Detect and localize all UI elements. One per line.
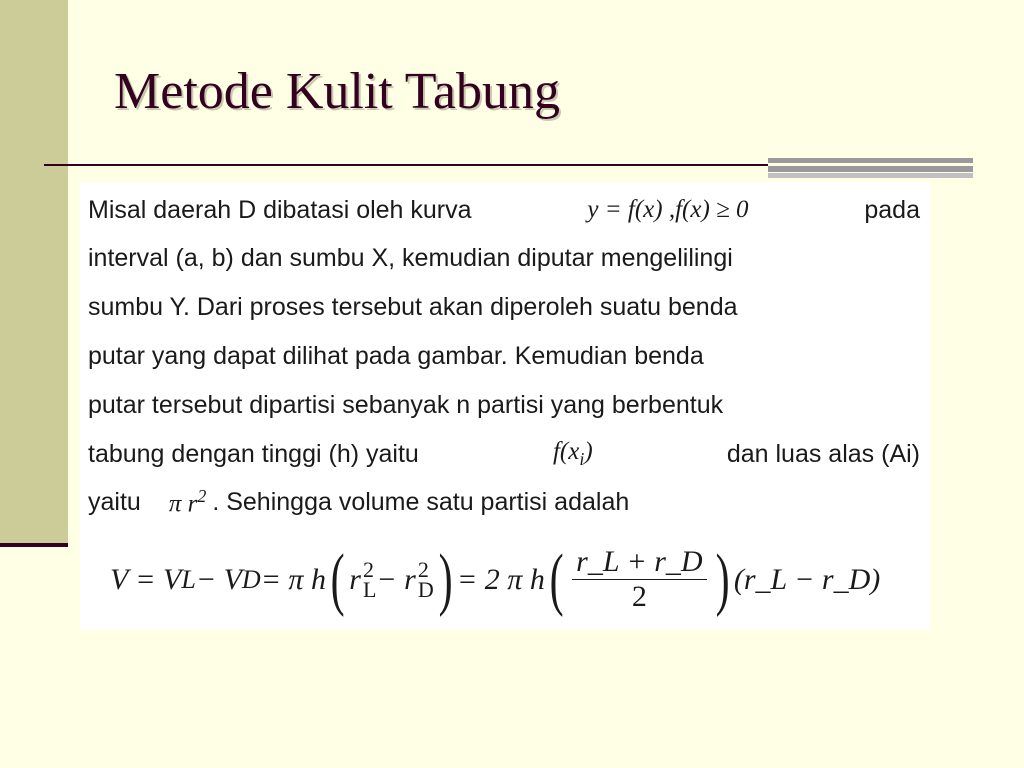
text-span: putar yang dapat dilihat pada gambar. Kemudian benda bbox=[88, 341, 704, 370]
text-span: pada bbox=[864, 195, 920, 224]
title-rule-accent bbox=[768, 158, 973, 178]
text-line-4 bbox=[88, 336, 920, 376]
area-formula: π $r^2$ bbox=[168, 485, 207, 518]
text-span: yaitu bbox=[88, 487, 141, 516]
height-formula: $f(x_i)$ bbox=[552, 438, 593, 469]
text-span: putar tersebut dipartisi sebanyak n partisi yang berbentuk bbox=[88, 390, 724, 419]
text-line-5 bbox=[88, 385, 920, 425]
text-span: Misal daerah D dibatasi oleh kurva bbox=[88, 195, 472, 224]
content-image bbox=[80, 182, 930, 630]
text-span: interval (a, b) dan sumbu X, kemudian diputar mengelilingi bbox=[88, 243, 733, 272]
text-line-6 bbox=[88, 434, 920, 474]
text-span: tabung dengan tinggi (h) yaitu bbox=[88, 439, 419, 468]
text-span: . Sehingga volume satu partisi adalah bbox=[212, 487, 630, 516]
text-span: sumbu Y. Dari proses tersebut akan diperoleh suatu benda bbox=[88, 292, 738, 321]
curve-formula: y = f(x) ,f(x) ≥ 0 bbox=[587, 196, 749, 223]
text-span: dan luas alas (Ai) bbox=[726, 439, 920, 468]
text-line-7 bbox=[88, 482, 920, 522]
fraction: $\frac{r\_L + r\_D}{2}$ bbox=[572, 545, 706, 614]
slide-title: Metode Kulit Tabung bbox=[114, 63, 561, 120]
text-line-1 bbox=[88, 190, 920, 230]
text-line-3 bbox=[88, 287, 920, 327]
volume-formula: V = V L − V D = π h ( r 2 L − r 2 D ) = 2 π h ( $\frac{r\_L + r\_D}{2}$ ) (r_L − r_D) bbox=[110, 540, 881, 618]
title-rule bbox=[44, 164, 772, 166]
side-band bbox=[0, 0, 68, 546]
side-accent-line bbox=[0, 543, 68, 547]
text-line-2 bbox=[88, 238, 920, 278]
